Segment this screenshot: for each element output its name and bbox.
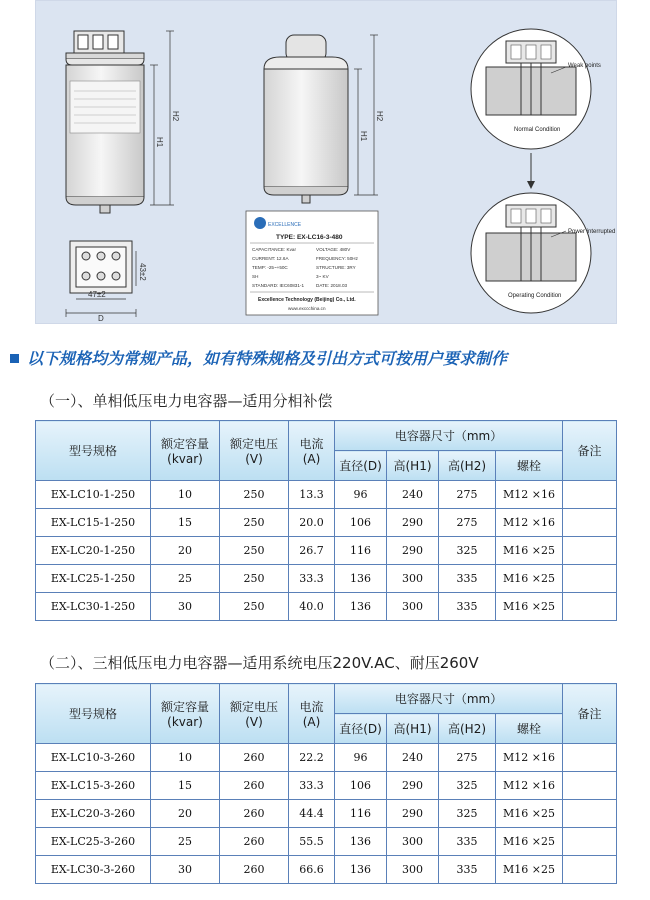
header-model: 型号规格 bbox=[36, 421, 151, 481]
cell-bolt: M12 ×16 bbox=[496, 481, 563, 509]
cell-current: 26.7 bbox=[289, 537, 335, 565]
nameplate-kv: 3~ KV bbox=[316, 274, 329, 279]
brand-logo-icon bbox=[254, 217, 266, 229]
nameplate-frequency: FREQUENCY: 50Hz bbox=[316, 256, 358, 261]
nameplate-capacitance: CAPACITANCE: Kvar bbox=[252, 247, 296, 252]
cell-diameter: 106 bbox=[335, 509, 387, 537]
section-title-single-phase: （一）、单相低压电力电容器—适用分相补偿 bbox=[40, 392, 333, 410]
header-dimensions: 电容器尺寸（mm） bbox=[335, 684, 563, 714]
cell-diameter: 96 bbox=[335, 481, 387, 509]
cell-note bbox=[563, 744, 617, 772]
notice-text: 以下规格均为常规产品，如有特殊规格及引出方式可按用户要求制作 bbox=[27, 349, 508, 368]
cell-diameter: 136 bbox=[335, 593, 387, 621]
dim-label-h1-left: H1 bbox=[155, 137, 164, 148]
cell-h2: 335 bbox=[439, 565, 496, 593]
dim-label-43: 43±2 bbox=[138, 263, 147, 281]
cell-current: 66.6 bbox=[289, 856, 335, 884]
cell-note bbox=[563, 856, 617, 884]
cell-diameter: 136 bbox=[335, 856, 387, 884]
cell-voltage: 250 bbox=[220, 593, 289, 621]
cell-model: EX-LC25-1-250 bbox=[36, 565, 151, 593]
header-capacity: 额定容量 (kvar) bbox=[151, 421, 220, 481]
cell-capacity: 15 bbox=[151, 509, 220, 537]
cell-capacity: 25 bbox=[151, 828, 220, 856]
dim-label-d: D bbox=[98, 314, 104, 323]
cell-capacity: 20 bbox=[151, 800, 220, 828]
table-row bbox=[36, 593, 617, 621]
header-bolt: 螺栓 bbox=[496, 714, 563, 744]
cell-voltage: 260 bbox=[220, 772, 289, 800]
callout-weak-points: Weak points bbox=[568, 63, 601, 69]
nameplate-sh: SH bbox=[252, 274, 259, 279]
cell-h1: 240 bbox=[387, 481, 439, 509]
table-row bbox=[36, 509, 617, 537]
cell-voltage: 260 bbox=[220, 856, 289, 884]
cell-bolt: M16 ×25 bbox=[496, 537, 563, 565]
nameplate-standard: STANDARD: IEC60831-1 bbox=[252, 283, 304, 288]
capacitor-side-view bbox=[66, 31, 174, 213]
header-voltage: 额定电压 (V) bbox=[220, 684, 289, 744]
cell-diameter: 116 bbox=[335, 537, 387, 565]
header-h1: 高(H1) bbox=[387, 714, 439, 744]
table-row bbox=[36, 537, 617, 565]
cell-h1: 300 bbox=[387, 828, 439, 856]
header-note: 备注 bbox=[563, 684, 617, 744]
cell-diameter: 136 bbox=[335, 565, 387, 593]
cell-h2: 275 bbox=[439, 509, 496, 537]
cell-model: EX-LC20-1-250 bbox=[36, 537, 151, 565]
cell-diameter: 106 bbox=[335, 772, 387, 800]
nameplate-date: DATE: 2018.03 bbox=[316, 283, 348, 288]
capacitor-front-view bbox=[264, 35, 378, 203]
cell-note bbox=[563, 565, 617, 593]
cell-h1: 300 bbox=[387, 565, 439, 593]
header-bolt: 螺栓 bbox=[496, 451, 563, 481]
table-row bbox=[36, 772, 617, 800]
nameplate-type: TYPE: EX-LC16-3-480 bbox=[276, 234, 343, 241]
nameplate-website: www.exccchina.cn bbox=[288, 306, 326, 311]
nameplate-company: Excellence Technology (Beijing) Co., Ltd. bbox=[258, 297, 356, 303]
cell-capacity: 15 bbox=[151, 772, 220, 800]
cell-h1: 240 bbox=[387, 744, 439, 772]
cell-current: 33.3 bbox=[289, 565, 335, 593]
cell-bolt: M16 ×25 bbox=[496, 856, 563, 884]
nameplate bbox=[246, 211, 378, 315]
notice-line bbox=[10, 346, 640, 368]
cell-model: EX-LC25-3-260 bbox=[36, 828, 151, 856]
cell-h1: 300 bbox=[387, 593, 439, 621]
cell-capacity: 25 bbox=[151, 565, 220, 593]
callout-power-interrupted: Power interrupted bbox=[568, 229, 616, 235]
cell-voltage: 250 bbox=[220, 481, 289, 509]
capacitor-bottom-view bbox=[66, 241, 136, 317]
cell-model: EX-LC30-3-260 bbox=[36, 856, 151, 884]
cell-capacity: 30 bbox=[151, 856, 220, 884]
header-h2: 高(H2) bbox=[439, 451, 496, 481]
table-row bbox=[36, 828, 617, 856]
cell-note bbox=[563, 481, 617, 509]
cell-current: 55.5 bbox=[289, 828, 335, 856]
nameplate-brand: EXCELLENCE bbox=[268, 222, 302, 228]
cell-current: 40.0 bbox=[289, 593, 335, 621]
cell-h1: 300 bbox=[387, 856, 439, 884]
cell-bolt: M16 ×25 bbox=[496, 800, 563, 828]
dim-label-h2-left: H2 bbox=[171, 111, 180, 122]
cell-h2: 325 bbox=[439, 772, 496, 800]
cell-capacity: 30 bbox=[151, 593, 220, 621]
header-diameter: 直径(D) bbox=[335, 714, 387, 744]
cell-h2: 275 bbox=[439, 744, 496, 772]
cell-bolt: M16 ×25 bbox=[496, 593, 563, 621]
header-model: 型号规格 bbox=[36, 684, 151, 744]
cell-voltage: 260 bbox=[220, 800, 289, 828]
nameplate-structure: STRUCTURE: 3RY bbox=[316, 265, 356, 270]
cell-voltage: 260 bbox=[220, 744, 289, 772]
header-current: 电流 (A) bbox=[289, 684, 335, 744]
cell-note bbox=[563, 800, 617, 828]
cell-h2: 325 bbox=[439, 800, 496, 828]
cell-model: EX-LC15-3-260 bbox=[36, 772, 151, 800]
bullet-square-icon bbox=[10, 354, 19, 363]
cell-note bbox=[563, 593, 617, 621]
cell-model: EX-LC10-3-260 bbox=[36, 744, 151, 772]
cell-current: 44.4 bbox=[289, 800, 335, 828]
cell-bolt: M12 ×16 bbox=[496, 509, 563, 537]
cell-model: EX-LC20-3-260 bbox=[36, 800, 151, 828]
cell-capacity: 10 bbox=[151, 481, 220, 509]
cell-diameter: 96 bbox=[335, 744, 387, 772]
cell-note bbox=[563, 537, 617, 565]
dim-label-h2-mid: H2 bbox=[375, 111, 384, 122]
cell-current: 22.2 bbox=[289, 744, 335, 772]
header-h2: 高(H2) bbox=[439, 714, 496, 744]
spec-table-three-phase bbox=[35, 683, 617, 884]
table-row bbox=[36, 481, 617, 509]
cell-bolt: M16 ×25 bbox=[496, 565, 563, 593]
cell-voltage: 250 bbox=[220, 565, 289, 593]
header-diameter: 直径(D) bbox=[335, 451, 387, 481]
cell-note bbox=[563, 828, 617, 856]
header-dimensions: 电容器尺寸（mm） bbox=[335, 421, 563, 451]
cell-diameter: 116 bbox=[335, 800, 387, 828]
cell-capacity: 10 bbox=[151, 744, 220, 772]
dim-label-47: 47±2 bbox=[88, 290, 106, 299]
table-row bbox=[36, 800, 617, 828]
header-capacity: 额定容量 (kvar) bbox=[151, 684, 220, 744]
cell-current: 13.3 bbox=[289, 481, 335, 509]
caption-operating-condition: Operating Condition bbox=[508, 293, 562, 299]
cell-current: 20.0 bbox=[289, 509, 335, 537]
header-current: 电流 (A) bbox=[289, 421, 335, 481]
dim-label-h1-mid: H1 bbox=[359, 131, 368, 142]
table-row bbox=[36, 744, 617, 772]
cell-voltage: 250 bbox=[220, 537, 289, 565]
capacitor-drawing-figure bbox=[35, 0, 617, 324]
cell-voltage: 260 bbox=[220, 828, 289, 856]
cell-model: EX-LC10-1-250 bbox=[36, 481, 151, 509]
cell-h2: 325 bbox=[439, 537, 496, 565]
spec-table-single-phase bbox=[35, 420, 617, 621]
nameplate-voltage: VOLTAGE: 480V bbox=[316, 247, 351, 252]
cell-diameter: 136 bbox=[335, 828, 387, 856]
cell-h2: 335 bbox=[439, 856, 496, 884]
cell-voltage: 250 bbox=[220, 509, 289, 537]
cell-bolt: M16 ×25 bbox=[496, 828, 563, 856]
table-row bbox=[36, 856, 617, 884]
cell-bolt: M12 ×16 bbox=[496, 772, 563, 800]
section-title-three-phase: （二）、三相低压电力电容器—适用系统电压220V.AC、耐压260V bbox=[40, 654, 479, 672]
cell-note bbox=[563, 772, 617, 800]
cell-h2: 335 bbox=[439, 828, 496, 856]
cell-h2: 275 bbox=[439, 481, 496, 509]
header-note: 备注 bbox=[563, 421, 617, 481]
cell-h1: 290 bbox=[387, 772, 439, 800]
header-h1: 高(H1) bbox=[387, 451, 439, 481]
cell-note bbox=[563, 509, 617, 537]
cell-h2: 335 bbox=[439, 593, 496, 621]
header-voltage: 额定电压 (V) bbox=[220, 421, 289, 481]
caption-normal-condition: Normal Condition bbox=[514, 127, 561, 133]
nameplate-temp: TEMP: -25~+50C bbox=[252, 265, 288, 270]
cell-h1: 290 bbox=[387, 800, 439, 828]
flow-arrow-icon bbox=[527, 153, 535, 189]
cell-capacity: 20 bbox=[151, 537, 220, 565]
cell-h1: 290 bbox=[387, 509, 439, 537]
cell-model: EX-LC30-1-250 bbox=[36, 593, 151, 621]
cell-model: EX-LC15-1-250 bbox=[36, 509, 151, 537]
cell-current: 33.3 bbox=[289, 772, 335, 800]
nameplate-current: CURRENT: 12.6A bbox=[252, 256, 289, 261]
capacitor-drawing-svg bbox=[36, 1, 616, 323]
cell-h1: 290 bbox=[387, 537, 439, 565]
table-row bbox=[36, 565, 617, 593]
cell-bolt: M12 ×16 bbox=[496, 744, 563, 772]
